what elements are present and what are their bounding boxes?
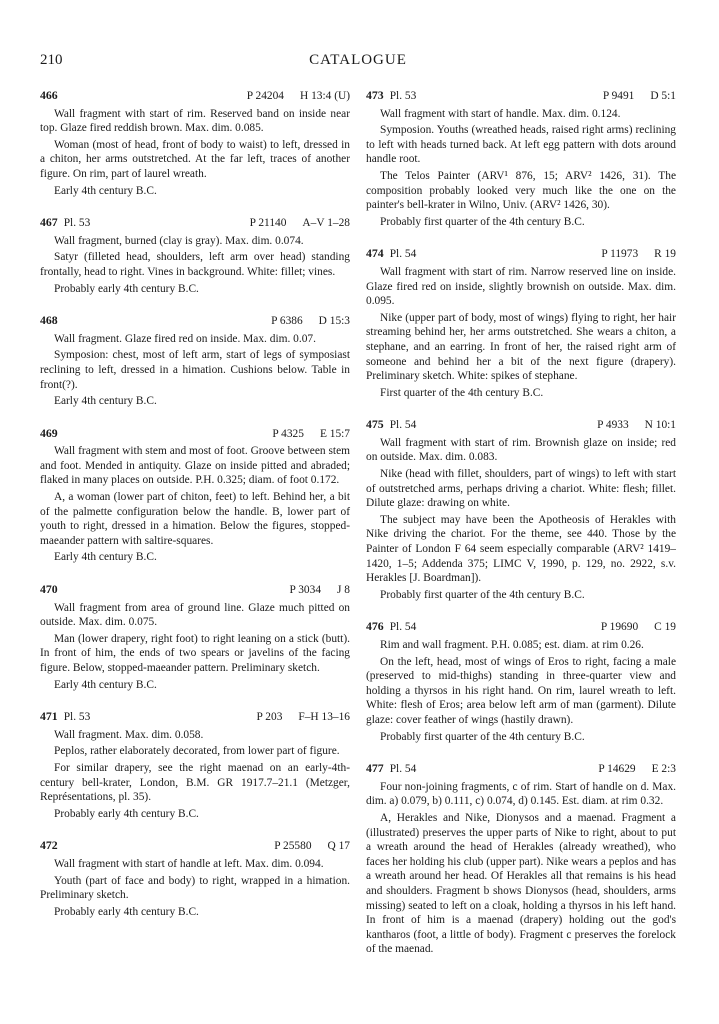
entry-paragraph: Woman (most of head, front of body to waist) to left, dressed in a chiton, her arms outstretched. At the far left, traces of another figure. On rim, part of laurel wreath. [40,138,350,180]
entry-paragraph: Wall fragment from area of ground line. Glaze much pitted on outside. Max. dim. 0.075. [40,601,350,629]
entry-date: Early 4th century B.C. [54,184,157,197]
entry-number: 469 [40,425,58,440]
entry-paragraph: Wall fragment, burned (clay is gray). Max. dim. 0.074. [54,234,304,247]
entry-heading [40,838,350,854]
entry-paragraph: Peplos, rather elaborately decorated, from lower part of figure. [54,745,340,758]
plate-reference: Pl. 53 [389,90,417,102]
grid-location: Q 17 [327,840,350,853]
entry-date: Probably early 4th century B.C. [54,905,199,918]
entry-paragraph: Nike (upper part of body, most of wings) flying to right, her hair streaming behind her, her arms outstretched. She wears a chiton, a stephane, and an earring. In front of her, the raised right arm of someone and behind her a bit of the next figure (drapery). Preliminary sketch. White: spikes of stephane. [366,311,676,383]
entry-date: Probably first quarter of the 4th century B.C. [380,215,585,228]
plate-reference: Pl. 53 [63,217,91,230]
entry-paragraph: A, a woman (lower part of chiton, feet) to left. Behind her, a bit of the palmette configuration below the handle. B, lower part of youth to right, dressed in a himation. Below the figures, stopped-maeander pattern with saltire-squares. [40,491,350,547]
catalogue-entry [366,417,676,602]
entry-paragraph: Wall fragment with start of rim. Reserved band on inside near top. Glaze fired reddish brown. Max. dim. 0.085. [40,107,350,135]
entry-heading [366,246,676,262]
inventory-number: P 203 [256,711,283,724]
entry-paragraph: Wall fragment with start of handle at left. Max. dim. 0.094. [54,857,324,870]
inventory-number: P 14629 [598,763,636,776]
inventory-number: P 6386 [271,315,303,328]
running-head: CATALOGUE [309,52,407,68]
entry-heading [40,88,350,104]
grid-location: E 2:3 [651,763,676,776]
entry-number: 466 [40,88,58,102]
entry-number: 470 [40,582,58,597]
entry-number: 473 [366,88,384,102]
entry-date: Probably early 4th century B.C. [54,807,199,820]
entry-paragraph: Wall fragment. Max. dim. 0.058. [54,728,204,741]
entry-heading [40,709,350,725]
entry-number: 468 [40,313,58,328]
entry-date: Early 4th century B.C. [54,551,157,564]
entry-heading [366,88,676,104]
entry-date: Early 4th century B.C. [54,678,157,691]
grid-location: H 13:4 (U) [300,90,350,102]
left-column [40,88,350,936]
catalogue-entry [366,761,676,957]
entry-heading [366,417,676,433]
entry-paragraph: Rim and wall fragment. P.H. 0.085; est. diam. at rim 0.26. [380,639,644,651]
entry-paragraph: Wall fragment with start of rim. Brownish glaze on inside; red on outside. Max. dim. 0.083. [366,436,676,464]
entry-number: 477 [366,761,384,776]
catalogue-entry [366,246,676,400]
catalogue-entry [366,88,676,229]
entry-paragraph: Youth (part of face and body) to right, wrapped in a himation. Preliminary sketch. [40,874,350,902]
entry-paragraph: Wall fragment. Glaze fired red on inside. Max. dim. 0.07. [54,332,316,345]
entry-number: 472 [40,838,58,853]
entry-paragraph: Wall fragment with start of rim. Narrow reserved line on inside. Glaze fired red on inside, slightly brownish on outside. Max. dim. 0.095. [366,265,676,308]
right-column [366,88,676,974]
catalogue-entry [40,88,350,198]
entry-paragraph: Four non-joining fragments, c of rim. Start of handle on d. Max. dim. a) 0.079, b) 0.111, c) 0.074, d) 0.145. Est. diam. at rim 0.32. [366,780,676,808]
page-number: 210 [40,52,63,68]
grid-location: E 15:7 [319,427,350,440]
grid-location: F–H 13–16 [298,711,350,724]
catalogue-entry [40,215,350,296]
inventory-number: P 3034 [289,584,322,597]
entry-heading [40,582,350,598]
entry-paragraph: The Telos Painter (ARV¹ 876, 15; ARV² 1426, 31). The composition probably looked very much like the one on the painter's bell-krater in Wilno, Univ. (ARV² 1426, 30). [366,169,676,212]
inventory-number: P 9491 [602,90,635,102]
entry-paragraph: A, Herakles and Nike, Dionysos and a maenad. Fragment a (illustrated) preserves the upper parts of Nike to right, about to put a wreath around the head of Herakles (already wreathed), who faces her holding his club (upper part). Nike wears a peplos and has a wreath around her head. Of Herakles all that remains is his head and shoulders. Fragment b shows Dionysos (head, shoulders, arms missing) seated to left on a cloak, holding a thyrsos in his left hand. In front of him is a maenad (drapery) holding out the god's kantharos (foot, a little of body). Fragment c preserves the forelock of the maenad. [366,811,676,956]
entry-paragraph: On the left, head, most of wings of Eros to right, facing a male (preserved to mid-thighs) standing in three-quarter view and holding a thyrsos in his right hand. On rim, laurel wreath to left. White: flesh of Eros; area below left arm of man (garment). Dilute glaze: cover feather of wings (hastily drawn). [366,655,676,726]
inventory-number: P 19690 [600,621,639,634]
entry-heading [40,313,350,329]
entry-number: 471 [40,709,58,724]
grid-location: D 5:1 [650,90,676,102]
entry-heading [40,215,350,231]
entry-date: First quarter of the 4th century B.C. [380,386,544,399]
grid-location: C 19 [654,621,676,634]
plate-reference: Pl. 53 [63,711,91,724]
entry-date: Probably first quarter of the 4th century B.C. [380,730,585,743]
entry-paragraph: Symposion. Youths (wreathed heads, raised right arms) reclining to left with heads turned back. At left egg pattern with dots around handle root. [366,124,676,166]
catalogue-entry [40,709,350,821]
entry-paragraph: Nike (head with fillet, shoulders, part of wings) to left with start of outstretched arms, perhaps driving a chariot. White: flesh; fillet. Dilute glaze: drawing on white. [366,468,676,510]
entry-paragraph: For similar drapery, see the right maenad on an early-4th-century bell-krater, London, B.M. GR 1917.7–21.1 (Metzger, Représentations, pl. 35). [40,761,350,804]
entry-number: 476 [366,619,384,634]
entry-paragraph: Wall fragment with start of handle. Max. dim. 0.124. [380,107,621,120]
entry-date: Early 4th century B.C. [54,395,157,408]
inventory-number: P 4933 [597,419,629,432]
entry-paragraph: Man (lower drapery, right foot) to right leaning on a stick (butt). In front of him, the ends of two spears or javelins of the facing figure. Below, stopped-maeander pattern. Preliminary sketch. [40,632,350,674]
plate-reference: Pl. 54 [389,763,417,776]
plate-reference: Pl. 54 [389,248,417,261]
plate-reference: Pl. 54 [389,419,417,432]
grid-location: J 8 [337,584,350,597]
plate-reference: Pl. 54 [389,621,417,634]
page-header [40,52,676,72]
catalogue-entry [40,582,350,692]
entry-paragraph: Symposion: chest, most of left arm, start of legs of symposiast reclining to left, dressed in a himation. Cushions below. Table in front(?). [40,349,350,391]
inventory-number: P 24204 [246,90,285,102]
catalogue-entry [40,838,350,919]
catalogue-entry [40,426,350,565]
inventory-number: P 25580 [274,840,312,853]
entry-heading [40,426,350,442]
entry-number: 474 [366,246,384,261]
entry-date: Probably first quarter of the 4th century B.C. [380,588,585,601]
entry-paragraph: The subject may have been the Apotheosis of Herakles with Nike driving the chariot. For the theme, see 440. Those by the Painter of London F 64 seem especially comparable (ARV² 1419–1420, 1–5; Addenda 375; LIMC V, 1990, p. 129, no. 2922, s.v. Herakles [J. Boardman]). [366,513,676,585]
entry-paragraph: Wall fragment with stem and most of foot. Groove between stem and foot. Mended in antiquity. Glaze on inside pitted and abraded; flaked in many places on outside. P.H. 0.325; diam. of foot 0.172. [40,445,350,487]
inventory-number: P 21140 [249,217,287,230]
catalogue-entry [40,313,350,409]
entry-date: Probably early 4th century B.C. [54,282,199,295]
entry-number: 475 [366,417,384,432]
grid-location: N 10:1 [644,419,676,432]
grid-location: R 19 [654,248,676,261]
grid-location: D 15:3 [318,315,350,328]
entry-heading [366,619,676,635]
inventory-number: P 4325 [272,427,304,440]
entry-paragraph: Satyr (filleted head, shoulders, left arm over head) standing frontally, head to right. Vines in background. White: fillet; vines. [40,251,350,278]
grid-location: A–V 1–28 [302,217,350,230]
entry-number: 467 [40,215,58,230]
entry-heading [366,761,676,777]
catalogue-entry [366,619,676,744]
inventory-number: P 11973 [601,248,639,261]
